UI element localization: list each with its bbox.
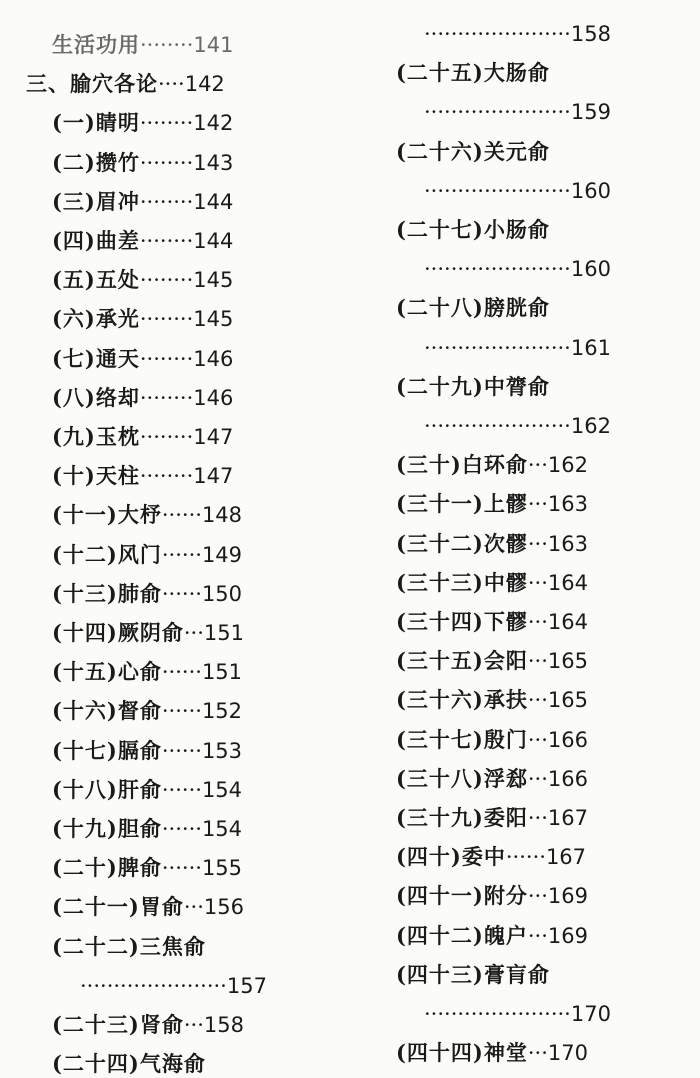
toc-entry-label: (三十七)殷门: [396, 726, 528, 752]
toc-entry: [52, 503, 242, 527]
toc-entry: [396, 688, 588, 712]
toc-entry-label: (十)天柱: [52, 463, 140, 489]
toc-page-number: 158: [570, 22, 611, 46]
toc-entry-label: (八)络却: [52, 384, 140, 410]
toc-entry-label: (十三)肺俞: [52, 580, 162, 606]
toc-page-number: 166: [547, 766, 588, 791]
toc-entry: [52, 190, 233, 214]
toc-page-number: 143: [193, 150, 234, 175]
toc-leader-dots: ······: [161, 542, 202, 567]
toc-entry-label: (四十四)神堂: [396, 1040, 528, 1066]
toc-entry: [396, 924, 588, 948]
toc-page-number: 167: [545, 845, 587, 870]
toc-leader-dots: ········: [139, 189, 194, 214]
toc-leader-dots: ········: [139, 346, 194, 371]
toc-entry: [424, 1002, 611, 1026]
toc-entry: [52, 1052, 206, 1076]
toc-entry-label: (十六)督俞: [52, 698, 162, 724]
toc-entry: [424, 100, 611, 124]
toc-entry: [52, 425, 233, 449]
toc-entry: [396, 845, 586, 869]
toc-page-number: 154: [201, 817, 243, 841]
toc-entry-label: (三十一)上髎: [396, 491, 528, 517]
toc-leader-dots: ······················: [424, 100, 571, 125]
toc-entry-label: (十一)大杼: [52, 502, 162, 528]
toc-entry-label: (二十八)膀胱俞: [396, 295, 550, 321]
toc-page-number: 162: [570, 414, 611, 438]
toc-leader-dots: ······················: [80, 973, 227, 998]
toc-page-number: 154: [201, 777, 243, 802]
toc-entry-label: (二)攒竹: [52, 149, 140, 175]
toc-entry: [396, 571, 588, 595]
toc-entry: [52, 386, 233, 410]
toc-entry-label: (三)眉冲: [52, 188, 140, 214]
toc-page-number: 162: [547, 453, 588, 478]
toc-entry: [52, 895, 244, 919]
toc-leader-dots: ···: [527, 649, 548, 674]
toc-entry-label: (十七)膈俞: [52, 737, 162, 763]
toc-entry-label: (十九)胆俞: [52, 816, 162, 841]
toc-entry: [396, 963, 550, 987]
toc-entry-label: (三十九)委阳: [396, 805, 528, 830]
toc-entry-label: (二十五)大肠俞: [396, 60, 550, 86]
toc-page-number: 163: [547, 531, 588, 556]
toc-entry: [52, 307, 233, 331]
toc-entry: [52, 229, 233, 253]
toc-leader-dots: ···: [527, 531, 548, 556]
toc-page-number: 170: [570, 1002, 611, 1026]
toc-page-number: 144: [193, 189, 234, 214]
toc-leader-dots: ······: [161, 503, 202, 528]
toc-page-number: 146: [193, 346, 234, 371]
toc-entry-label: (三十六)承扶: [396, 687, 528, 713]
toc-leader-dots: ···: [527, 492, 548, 517]
toc-entry: [396, 806, 588, 830]
toc-page-number: 167: [547, 806, 588, 830]
toc-entry-label: (二十六)关元俞: [396, 138, 550, 164]
toc-entry-label: (三十三)中髎: [396, 569, 528, 595]
toc-entry: [52, 1013, 244, 1037]
toc-page-number: 160: [570, 257, 611, 282]
toc-page-number: 170: [547, 1041, 588, 1066]
toc-entry-label: (六)承光: [52, 306, 140, 332]
toc-entry-label: (九)玉枕: [52, 424, 140, 449]
toc-leader-dots: ······················: [424, 1002, 571, 1026]
toc-entry-label: (二十二)三焦俞: [52, 933, 206, 959]
toc-entry: [396, 218, 550, 242]
toc-page-number: 142: [184, 72, 225, 97]
toc-leader-dots: ········: [139, 385, 194, 410]
toc-entry-label: (三十五)会阳: [396, 648, 528, 674]
toc-leader-dots: ········: [139, 268, 194, 293]
toc-leader-dots: ······: [161, 738, 202, 763]
toc-page-number: 159: [570, 100, 611, 125]
toc-entry: [396, 296, 550, 320]
toc-entry-label: (十二)风门: [52, 541, 162, 567]
toc-page-number: 164: [547, 610, 588, 634]
toc-entry: [52, 151, 233, 175]
toc-page-number: 165: [547, 649, 588, 674]
toc-leader-dots: ······················: [424, 414, 571, 438]
toc-leader-dots: ······: [505, 845, 546, 870]
toc-leader-dots: ······················: [424, 22, 571, 46]
toc-entry: [52, 739, 242, 763]
toc-page-number: 145: [193, 268, 234, 293]
toc-entry-label: (三十八)浮郄: [396, 765, 528, 791]
toc-leader-dots: ······: [161, 581, 202, 606]
toc-page-number: 151: [201, 660, 243, 685]
toc-entry: [80, 974, 267, 998]
toc-entry: [396, 140, 550, 164]
toc-leader-dots: ········: [139, 150, 194, 175]
toc-leader-dots: ···: [183, 895, 204, 920]
toc-entry: [396, 375, 550, 399]
toc-page-number: 156: [203, 895, 244, 920]
toc-entry-label: (二十三)肾俞: [52, 1012, 184, 1037]
toc-entry: [52, 268, 233, 292]
toc-page-number: 151: [203, 621, 244, 645]
toc-entry-label: (二十一)胃俞: [52, 894, 184, 920]
toc-entry-label: (四十)委中: [396, 844, 506, 870]
toc-entry-label: (五)五处: [52, 267, 140, 293]
toc-entry-label: (三十)白环俞: [396, 452, 528, 478]
toc-entry-label: 三、腧穴各论: [26, 71, 158, 97]
toc-page-number: 153: [201, 738, 243, 763]
toc-entry: [396, 767, 588, 791]
toc-leader-dots: ······················: [424, 178, 571, 203]
toc-page-number: 147: [193, 425, 234, 449]
toc-leader-dots: ···: [527, 766, 548, 791]
toc-page-number: 144: [193, 229, 234, 253]
toc-leader-dots: ···: [183, 621, 204, 645]
toc-entry-label: (四)曲差: [52, 228, 140, 253]
toc-entry: [396, 61, 550, 85]
toc-entry: [52, 660, 242, 684]
toc-page-number: 155: [201, 856, 243, 881]
toc-entry: [396, 453, 588, 477]
toc-entry: [52, 778, 242, 802]
toc-page-number: 161: [570, 335, 611, 360]
toc-page-number: 164: [547, 570, 588, 595]
toc-page-number: 163: [547, 492, 588, 517]
toc-page-number: 152: [201, 699, 243, 724]
toc-entry-label: (二十九)中膂俞: [396, 373, 550, 399]
toc-leader-dots: ······················: [424, 257, 571, 282]
toc-entry: [52, 543, 242, 567]
toc-entry: [396, 610, 588, 634]
toc-entry: [52, 699, 242, 723]
toc-entry-label: 生活功用: [52, 32, 140, 57]
toc-page-number: 148: [201, 503, 243, 528]
toc-page-number: 146: [193, 385, 234, 410]
toc-leader-dots: ···: [527, 453, 548, 478]
toc-leader-dots: ········: [139, 464, 194, 489]
toc-leader-dots: ······: [161, 817, 202, 841]
toc-entry: [396, 1041, 588, 1065]
toc-leader-dots: ········: [139, 307, 194, 332]
toc-page-number: 166: [547, 727, 588, 752]
toc-leader-dots: ········: [139, 425, 194, 449]
toc-entry-label: (三十四)下髎: [396, 609, 528, 634]
toc-page-number: 165: [547, 688, 588, 713]
toc-entry-label: (二十)脾俞: [52, 855, 162, 881]
toc-entry: [52, 33, 234, 57]
toc-leader-dots: ······················: [424, 335, 571, 360]
toc-entry: [396, 884, 588, 908]
toc-leader-dots: ···: [527, 806, 548, 830]
toc-entry: [396, 649, 588, 673]
toc-entry: [52, 582, 242, 606]
toc-leader-dots: ······: [161, 777, 202, 802]
toc-leader-dots: ···: [527, 1041, 548, 1066]
toc-entry: [52, 111, 233, 135]
toc-leader-dots: ···: [527, 923, 548, 948]
toc-entry-label: (四十一)附分: [396, 883, 528, 909]
toc-entry-label: (十五)心俞: [52, 659, 162, 685]
toc-entry: [396, 532, 588, 556]
toc-leader-dots: ······: [161, 660, 202, 685]
toc-entry: [396, 492, 588, 516]
toc-entry: [424, 179, 611, 203]
toc-entry-label: (十四)厥阴俞: [52, 620, 184, 645]
toc-page-number: 149: [201, 542, 243, 567]
toc-page-number: 158: [203, 1013, 244, 1037]
toc-entry-label: (一)睛明: [52, 110, 140, 136]
toc-leader-dots: ······: [161, 699, 202, 724]
toc-page-number: 147: [193, 464, 234, 489]
toc-page-number: 169: [547, 884, 588, 909]
toc-leader-dots: ····: [158, 72, 185, 97]
toc-page-number: 169: [547, 923, 588, 948]
toc-entry: [26, 72, 225, 96]
toc-entry: [424, 257, 611, 281]
toc-leader-dots: ········: [139, 229, 194, 253]
toc-entry-label: (三十二)次髎: [396, 530, 528, 556]
toc-entry: [52, 856, 242, 880]
toc-entry: [52, 464, 233, 488]
toc-page-number: 157: [226, 973, 267, 998]
toc-leader-dots: ········: [139, 111, 194, 136]
toc-page-number: 141: [193, 33, 234, 57]
toc-entry-label: (二十四)气海俞: [52, 1051, 206, 1077]
toc-entry-label: (七)通天: [52, 345, 140, 371]
toc-entry: [52, 621, 244, 645]
toc-entry: [424, 336, 611, 360]
toc-leader-dots: ···: [527, 610, 548, 634]
toc-entry: [52, 347, 233, 371]
toc-leader-dots: ···: [527, 884, 548, 909]
toc-page-number: 145: [193, 307, 234, 332]
toc-page-number: 150: [201, 581, 243, 606]
toc-leader-dots: ···: [183, 1013, 204, 1037]
toc-entry: [424, 414, 611, 438]
toc-leader-dots: ······: [161, 856, 202, 881]
toc-leader-dots: ········: [140, 33, 194, 57]
toc-page-number: 142: [193, 111, 234, 136]
toc-page-number: 160: [570, 178, 611, 203]
toc-entry-label: (二十七)小肠俞: [396, 217, 550, 242]
toc-leader-dots: ···: [527, 688, 548, 713]
toc-entry: [396, 728, 588, 752]
toc-entry: [424, 22, 611, 46]
toc-entry: [52, 817, 242, 841]
toc-entry-label: (四十三)膏肓俞: [396, 961, 550, 987]
toc-entry: [52, 935, 206, 959]
toc-leader-dots: ···: [527, 570, 548, 595]
toc-leader-dots: ···: [527, 727, 548, 752]
toc-entry-label: (四十二)魄户: [396, 922, 528, 948]
toc-entry-label: (十八)肝俞: [52, 776, 162, 802]
